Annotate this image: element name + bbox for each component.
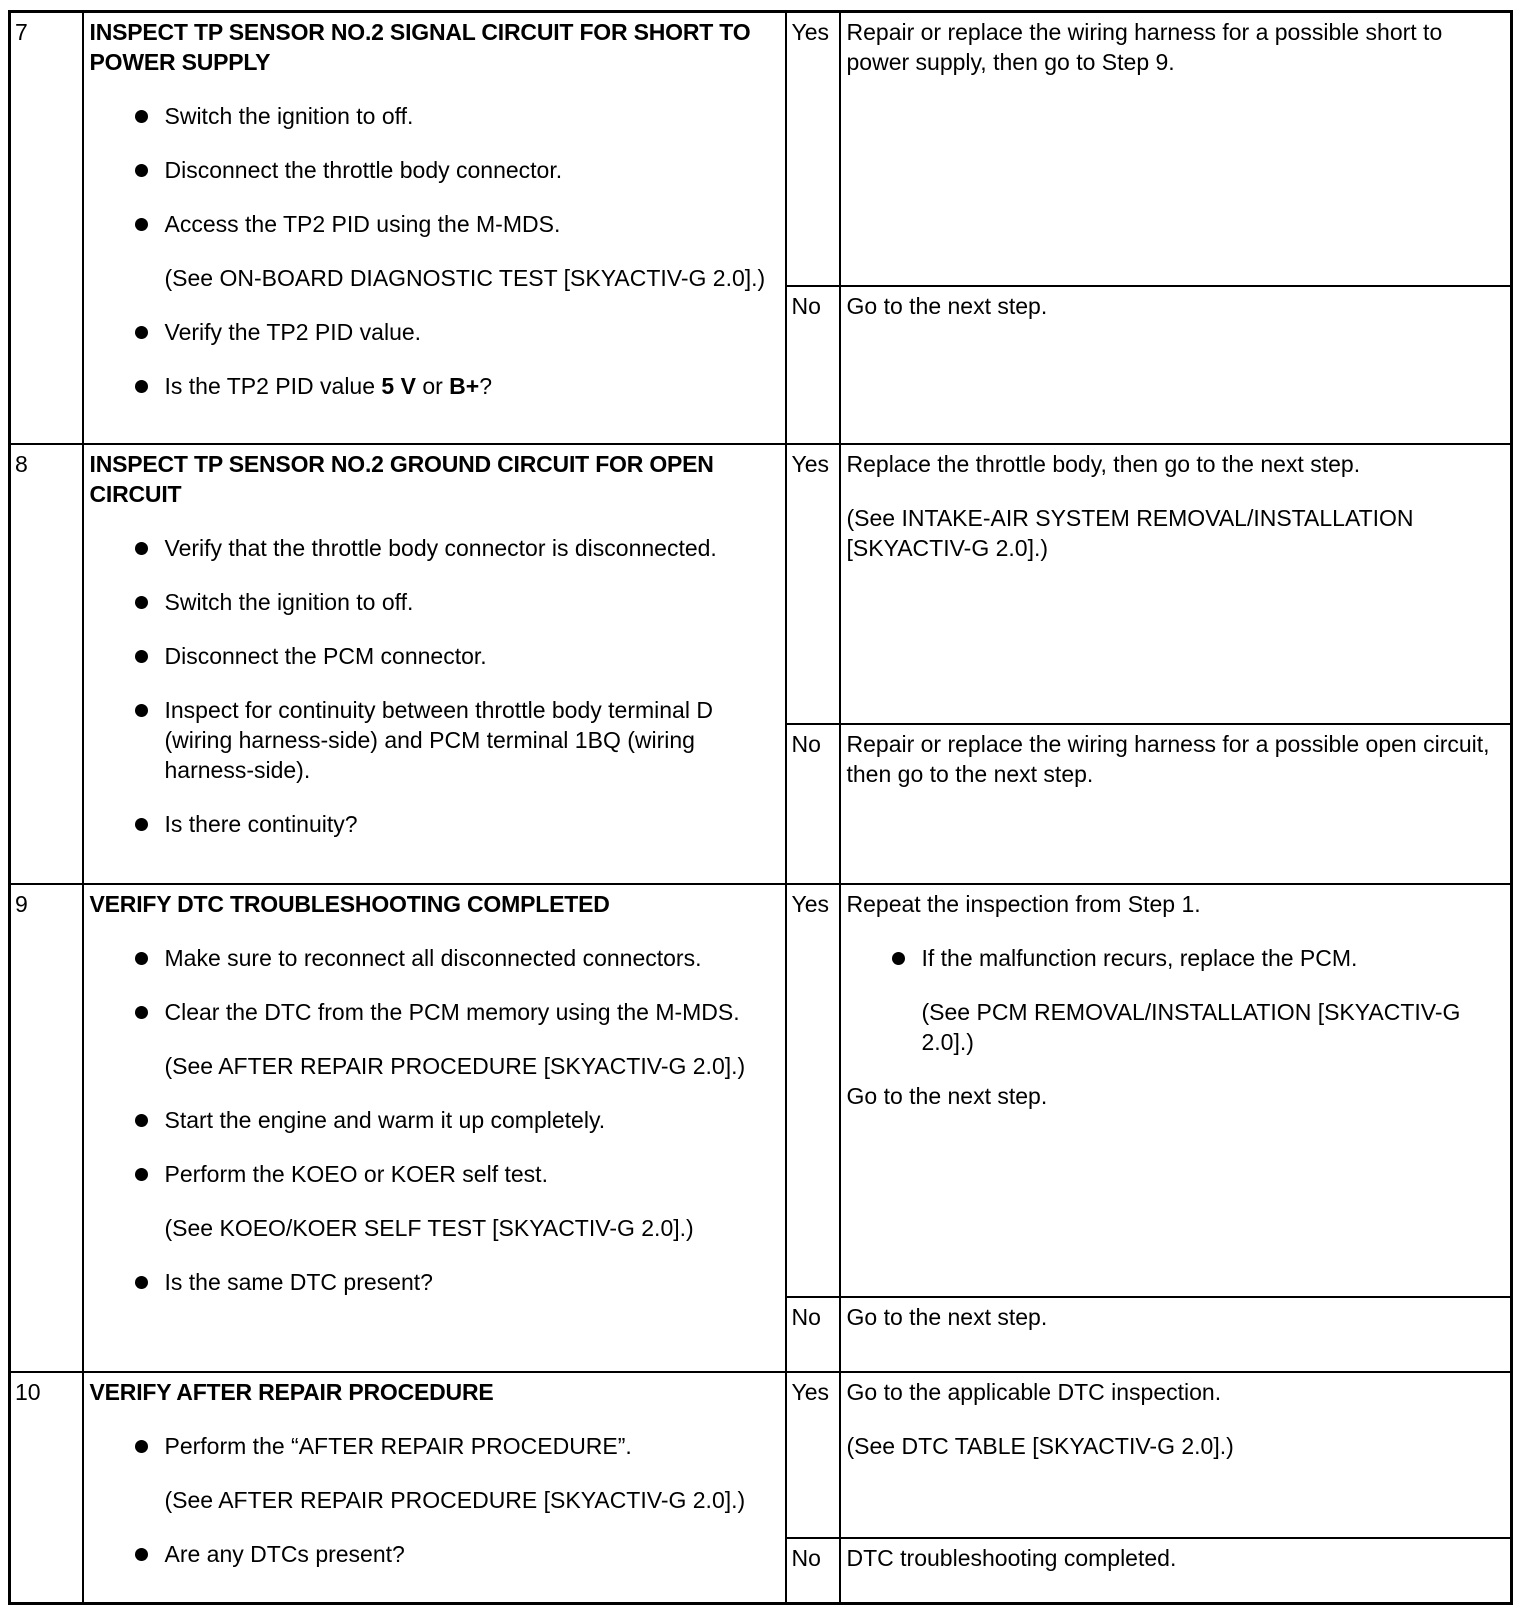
list-item: Clear the DTC from the PCM memory using the M-MDS.	[90, 997, 779, 1027]
value-b-plus: B+	[449, 373, 480, 399]
no-result	[840, 286, 1512, 444]
step-number: 9	[10, 884, 83, 1372]
list-item: Is the same DTC present?	[90, 1267, 779, 1297]
no-label: No	[786, 1538, 840, 1604]
list-item: Start the engine and warm it up completely.	[90, 1105, 779, 1135]
no-label: No	[786, 724, 840, 884]
reference-note: (See ON-BOARD DIAGNOSTIC TEST [SKYACTIV-G 2.0].)	[164, 265, 766, 291]
no-label: No	[786, 1297, 840, 1372]
list-item: Verify that the throttle body connector is disconnected.	[90, 533, 779, 563]
no-label: No	[786, 286, 840, 444]
list-item: Switch the ignition to off.	[90, 101, 779, 131]
list-item: Inspect for continuity between throttle body terminal D (wiring harness-side) and PCM terminal 1BQ (wiring harness-side).	[90, 695, 779, 785]
question-text: or	[415, 373, 450, 399]
list-item: Are any DTCs present?	[90, 1539, 779, 1569]
no-result	[840, 1297, 1512, 1372]
reference-note: (See KOEO/KOER SELF TEST [SKYACTIV-G 2.0].)	[164, 1214, 694, 1241]
reference-note: (See AFTER REPAIR PROCEDURE [SKYACTIV-G 2.0].)	[164, 1052, 746, 1079]
list-item: Verify the TP2 PID value.	[90, 317, 779, 347]
result-text: Go to the next step.	[846, 1303, 1048, 1330]
result-text: Repair or replace the wiring harness for a possible short to power supply, then go to Step 9.	[846, 19, 1443, 75]
step-items	[90, 101, 779, 401]
step-number: 10	[10, 1372, 83, 1604]
step-content	[83, 12, 786, 444]
yes-label: Yes	[786, 1372, 840, 1538]
step-items	[90, 943, 779, 1297]
list-item: Switch the ignition to off.	[90, 587, 779, 617]
step-content	[83, 1372, 786, 1604]
yes-result	[840, 444, 1512, 724]
question-text: Is the TP2 PID value	[164, 373, 382, 399]
step-number: 8	[10, 444, 83, 884]
result-text: Go to the next step.	[846, 1082, 1048, 1109]
step-title: VERIFY DTC TROUBLESHOOTING COMPLETED	[89, 890, 610, 917]
step-row-8	[10, 444, 1512, 724]
step-row-7	[10, 12, 1512, 286]
step-content	[83, 444, 786, 884]
list-item: Perform the KOEO or KOER self test.	[90, 1159, 779, 1189]
step-number: 7	[10, 12, 83, 444]
list-item: Disconnect the PCM connector.	[90, 641, 779, 671]
yes-result	[840, 1372, 1512, 1538]
step-title: INSPECT TP SENSOR NO.2 GROUND CIRCUIT FOR OPEN CIRCUIT	[89, 450, 714, 507]
list-item: Make sure to reconnect all disconnected connectors.	[90, 943, 779, 973]
yes-result	[840, 884, 1512, 1297]
troubleshooting-table	[8, 10, 1513, 1605]
list-item: If the malfunction recurs, replace the PCM.	[847, 943, 1503, 973]
step-row-9	[10, 884, 1512, 1297]
list-item: Disconnect the throttle body connector.	[90, 155, 779, 185]
step-title: VERIFY AFTER REPAIR PROCEDURE	[89, 1378, 494, 1405]
yes-result	[840, 12, 1512, 286]
yes-sub-items	[847, 943, 1503, 1057]
list-item: Access the TP2 PID using the M-MDS.	[90, 209, 779, 239]
reference-note: (See DTC TABLE [SKYACTIV-G 2.0].)	[846, 1432, 1234, 1459]
step-items	[90, 533, 779, 839]
result-text: DTC troubleshooting completed.	[846, 1544, 1177, 1571]
list-item: Perform the “AFTER REPAIR PROCEDURE”.	[90, 1431, 779, 1461]
value-5v: 5 V	[381, 373, 416, 399]
no-result	[840, 1538, 1512, 1604]
step-content	[83, 884, 786, 1372]
result-text: Go to the applicable DTC inspection.	[846, 1378, 1222, 1405]
yes-label: Yes	[786, 444, 840, 724]
reference-note: (See PCM REMOVAL/INSTALLATION [SKYACTIV-G 2.0].)	[921, 998, 1461, 1055]
step-title: INSPECT TP SENSOR NO.2 SIGNAL CIRCUIT FOR SHORT TO POWER SUPPLY	[89, 19, 751, 75]
list-item: Is there continuity?	[90, 809, 779, 839]
question-text: ?	[479, 373, 493, 399]
yes-label: Yes	[786, 12, 840, 286]
result-text: Go to the next step.	[846, 292, 1048, 319]
list-item	[90, 371, 779, 401]
yes-label: Yes	[786, 884, 840, 1297]
reference-note: (See INTAKE-AIR SYSTEM REMOVAL/INSTALLATION [SKYACTIV-G 2.0].)	[846, 504, 1414, 561]
result-text: Replace the throttle body, then go to the next step.	[846, 450, 1361, 477]
result-text: Repeat the inspection from Step 1.	[846, 890, 1201, 917]
reference-note: (See AFTER REPAIR PROCEDURE [SKYACTIV-G 2.0].)	[164, 1486, 746, 1513]
step-row-10	[10, 1372, 1512, 1538]
step-items	[90, 1431, 779, 1569]
no-result	[840, 724, 1512, 884]
result-text: Repair or replace the wiring harness for a possible open circuit, then go to the next step.	[846, 730, 1490, 787]
